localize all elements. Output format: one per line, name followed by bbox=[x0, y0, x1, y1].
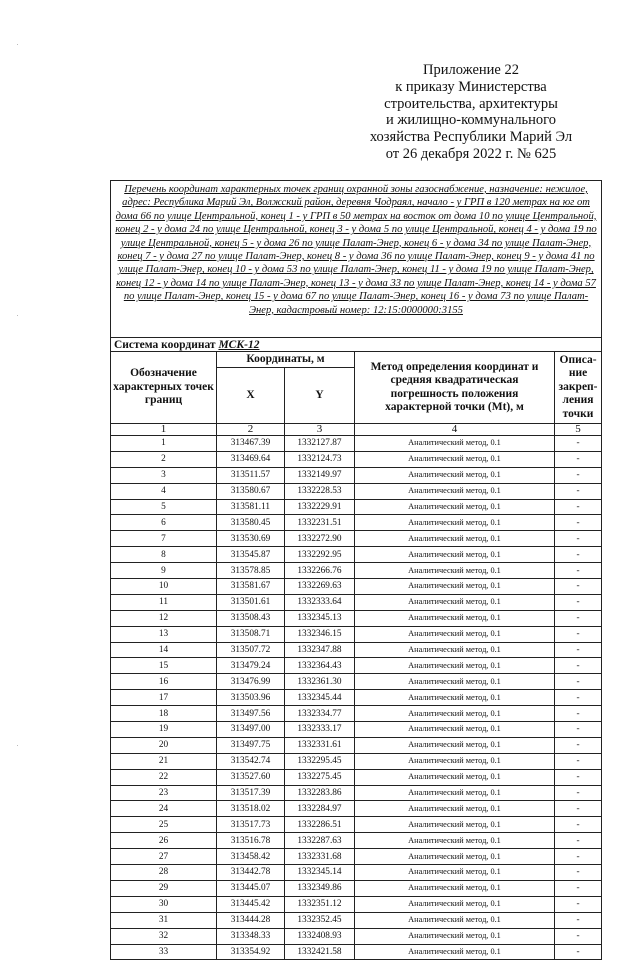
column-number: 1 bbox=[111, 424, 217, 436]
table-row bbox=[111, 849, 602, 865]
table-row bbox=[111, 912, 602, 928]
marker-description: - bbox=[555, 610, 602, 626]
marker-description: - bbox=[555, 658, 602, 674]
point-number: 32 bbox=[111, 928, 217, 944]
marker-description: - bbox=[555, 817, 602, 833]
marker-description: - bbox=[555, 563, 602, 579]
marker-description: - bbox=[555, 626, 602, 642]
point-number: 4 bbox=[111, 483, 217, 499]
method: Аналитический метод, 0.1 bbox=[355, 801, 555, 817]
x-coordinate: 313503.96 bbox=[217, 690, 285, 706]
column-number: 3 bbox=[285, 424, 355, 436]
y-coordinate: 1332408.93 bbox=[285, 928, 355, 944]
table-row bbox=[111, 674, 602, 690]
marker-description: - bbox=[555, 928, 602, 944]
table-row bbox=[111, 944, 602, 960]
coordinate-system bbox=[111, 338, 602, 352]
y-coordinate: 1332284.97 bbox=[285, 801, 355, 817]
y-coordinate: 1332287.63 bbox=[285, 833, 355, 849]
point-number: 22 bbox=[111, 769, 217, 785]
x-coordinate: 313580.45 bbox=[217, 515, 285, 531]
method: Аналитический метод, 0.1 bbox=[355, 737, 555, 753]
method: Аналитический метод, 0.1 bbox=[355, 896, 555, 912]
point-number: 31 bbox=[111, 912, 217, 928]
table-row bbox=[111, 785, 602, 801]
marker-description: - bbox=[555, 579, 602, 595]
method: Аналитический метод, 0.1 bbox=[355, 849, 555, 865]
x-coordinate: 313508.43 bbox=[217, 610, 285, 626]
point-number: 25 bbox=[111, 817, 217, 833]
table-row bbox=[111, 722, 602, 738]
marker-description: - bbox=[555, 737, 602, 753]
table-row bbox=[111, 753, 602, 769]
point-number: 5 bbox=[111, 499, 217, 515]
x-coordinate: 313497.56 bbox=[217, 706, 285, 722]
point-number: 15 bbox=[111, 658, 217, 674]
table-row bbox=[111, 483, 602, 499]
marker-description: - bbox=[555, 594, 602, 610]
point-number: 23 bbox=[111, 785, 217, 801]
marker-description: - bbox=[555, 896, 602, 912]
order-header bbox=[344, 62, 598, 163]
x-coordinate: 313445.42 bbox=[217, 896, 285, 912]
x-coordinate: 313479.24 bbox=[217, 658, 285, 674]
x-coordinate: 313518.02 bbox=[217, 801, 285, 817]
marker-description: - bbox=[555, 436, 602, 452]
marker-description: - bbox=[555, 912, 602, 928]
method: Аналитический метод, 0.1 bbox=[355, 436, 555, 452]
method: Аналитический метод, 0.1 bbox=[355, 658, 555, 674]
y-coordinate: 1332228.53 bbox=[285, 483, 355, 499]
method: Аналитический метод, 0.1 bbox=[355, 610, 555, 626]
table-row bbox=[111, 626, 602, 642]
y-coordinate: 1332361.30 bbox=[285, 674, 355, 690]
method: Аналитический метод, 0.1 bbox=[355, 769, 555, 785]
y-coordinate: 1332351.12 bbox=[285, 896, 355, 912]
point-number: 14 bbox=[111, 642, 217, 658]
x-coordinate: 313442.78 bbox=[217, 865, 285, 881]
method: Аналитический метод, 0.1 bbox=[355, 912, 555, 928]
x-coordinate: 313458.42 bbox=[217, 849, 285, 865]
x-coordinate: 313581.67 bbox=[217, 579, 285, 595]
y-coordinate: 1332231.51 bbox=[285, 515, 355, 531]
x-coordinate: 313527.60 bbox=[217, 769, 285, 785]
table-row bbox=[111, 865, 602, 881]
y-coordinate: 1332333.17 bbox=[285, 722, 355, 738]
method: Аналитический метод, 0.1 bbox=[355, 499, 555, 515]
marker-description: - bbox=[555, 499, 602, 515]
marker-description: - bbox=[555, 451, 602, 467]
y-coordinate: 1332286.51 bbox=[285, 817, 355, 833]
header-line: строительства, архитектуры bbox=[384, 95, 558, 112]
x-coordinate: 313580.67 bbox=[217, 483, 285, 499]
method: Аналитический метод, 0.1 bbox=[355, 880, 555, 896]
table-row bbox=[111, 801, 602, 817]
y-coordinate: 1332269.63 bbox=[285, 579, 355, 595]
method: Аналитический метод, 0.1 bbox=[355, 928, 555, 944]
method: Аналитический метод, 0.1 bbox=[355, 483, 555, 499]
y-coordinate: 1332352.45 bbox=[285, 912, 355, 928]
header-y: Y bbox=[285, 368, 355, 424]
x-coordinate: 313497.75 bbox=[217, 737, 285, 753]
y-coordinate: 1332229.91 bbox=[285, 499, 355, 515]
x-coordinate: 313517.39 bbox=[217, 785, 285, 801]
point-number: 10 bbox=[111, 579, 217, 595]
method: Аналитический метод, 0.1 bbox=[355, 467, 555, 483]
y-coordinate: 1332333.64 bbox=[285, 594, 355, 610]
method: Аналитический метод, 0.1 bbox=[355, 833, 555, 849]
column-number: 2 bbox=[217, 424, 285, 436]
x-coordinate: 313469.64 bbox=[217, 451, 285, 467]
point-number: 27 bbox=[111, 849, 217, 865]
table-row bbox=[111, 579, 602, 595]
point-number: 18 bbox=[111, 706, 217, 722]
table-row bbox=[111, 531, 602, 547]
header-method: Метод определения координат и средняя квадратическая погрешность положения характерной точки (Mt), м bbox=[355, 352, 555, 424]
x-coordinate: 313444.28 bbox=[217, 912, 285, 928]
marker-description: - bbox=[555, 722, 602, 738]
point-number: 3 bbox=[111, 467, 217, 483]
method: Аналитический метод, 0.1 bbox=[355, 753, 555, 769]
header-x: X bbox=[217, 368, 285, 424]
scan-mark bbox=[17, 745, 18, 746]
point-number: 28 bbox=[111, 865, 217, 881]
marker-description: - bbox=[555, 880, 602, 896]
x-coordinate: 313501.61 bbox=[217, 594, 285, 610]
marker-description: - bbox=[555, 785, 602, 801]
table-row bbox=[111, 690, 602, 706]
x-coordinate: 313445.07 bbox=[217, 880, 285, 896]
point-number: 19 bbox=[111, 722, 217, 738]
method: Аналитический метод, 0.1 bbox=[355, 547, 555, 563]
marker-description: - bbox=[555, 833, 602, 849]
x-coordinate: 313517.73 bbox=[217, 817, 285, 833]
x-coordinate: 313542.74 bbox=[217, 753, 285, 769]
y-coordinate: 1332275.45 bbox=[285, 769, 355, 785]
x-coordinate: 313581.11 bbox=[217, 499, 285, 515]
header-line: и жилищно-коммунального bbox=[385, 112, 557, 129]
column-number: 5 bbox=[555, 424, 602, 436]
table-row bbox=[111, 880, 602, 896]
x-coordinate: 313578.85 bbox=[217, 563, 285, 579]
marker-description: - bbox=[555, 865, 602, 881]
header-marker: Описа-ние закреп-ления точки bbox=[555, 352, 602, 424]
point-number: 9 bbox=[111, 563, 217, 579]
y-coordinate: 1332292.95 bbox=[285, 547, 355, 563]
header-line: к приказу Министерства bbox=[395, 78, 547, 95]
point-number: 24 bbox=[111, 801, 217, 817]
header-line: Приложение 22 bbox=[423, 62, 519, 78]
method: Аналитический метод, 0.1 bbox=[355, 817, 555, 833]
y-coordinate: 1332127.87 bbox=[285, 436, 355, 452]
table-row bbox=[111, 706, 602, 722]
point-number: 17 bbox=[111, 690, 217, 706]
method: Аналитический метод, 0.1 bbox=[355, 626, 555, 642]
scan-mark bbox=[17, 315, 18, 316]
y-coordinate: 1332346.15 bbox=[285, 626, 355, 642]
method: Аналитический метод, 0.1 bbox=[355, 865, 555, 881]
marker-description: - bbox=[555, 769, 602, 785]
method: Аналитический метод, 0.1 bbox=[355, 785, 555, 801]
table-row bbox=[111, 658, 602, 674]
y-coordinate: 1332345.44 bbox=[285, 690, 355, 706]
y-coordinate: 1332331.68 bbox=[285, 849, 355, 865]
scan-mark bbox=[17, 44, 18, 45]
method: Аналитический метод, 0.1 bbox=[355, 944, 555, 960]
marker-description: - bbox=[555, 467, 602, 483]
x-coordinate: 313348.33 bbox=[217, 928, 285, 944]
x-coordinate: 313508.71 bbox=[217, 626, 285, 642]
method: Аналитический метод, 0.1 bbox=[355, 451, 555, 467]
marker-description: - bbox=[555, 531, 602, 547]
table-row bbox=[111, 467, 602, 483]
coordinate-system-value: МСК-12 bbox=[218, 338, 260, 351]
table-row bbox=[111, 610, 602, 626]
table-row bbox=[111, 436, 602, 452]
table-description: Перечень координат характерных точек границ охранной зоны газоснабжение, назначение: нежилое, адрес: Республика Марий Эл, Волжский район, деревня Чодраял, начало - у ГРП в 120 метрах на юг от дома 66 по улице Центральной, конец 1 - у ГРП в 50 метрах на восток от дома 10 по улице Центральной, конец 2 - у дома 24 по улице Центральной, конец 3 - у дома 5 по улице Центральной, конец 4 - у дома 19 по улице Центральной, конец 5 - у дома 26 по улице Палат-Энер, конец 6 - у дома 34 по улице Палат-Энер, конец 7 - у дома 27 по улице Палат-Энер, конец 8 - у дома 36 по улице Палат-Энер, конец 9 - у дома 41 по улице Палат-Энер, конец 10 - у дома 53 по улице Палат-Энер, конец 11 - у дома 19 по улице Палат-Энер, конец 12 - у дома 14 по улице Палат-Энер, конец 13 - у дома 33 по улице Палат-Энер, конец 14 - у дома 57 по улице Палат-Энер, конец 15 - у дома 67 по улице Палат-Энер, конец 16 - у дома 73 по улице Палат-Энер, кадастровый номер: 12:15:0000000:3155 bbox=[111, 181, 602, 338]
method: Аналитический метод, 0.1 bbox=[355, 674, 555, 690]
marker-description: - bbox=[555, 515, 602, 531]
marker-description: - bbox=[555, 674, 602, 690]
method: Аналитический метод, 0.1 bbox=[355, 706, 555, 722]
coordinate-system-label: Система координат bbox=[114, 338, 219, 351]
marker-description: - bbox=[555, 801, 602, 817]
point-number: 20 bbox=[111, 737, 217, 753]
y-coordinate: 1332124.73 bbox=[285, 451, 355, 467]
y-coordinate: 1332345.14 bbox=[285, 865, 355, 881]
column-numbers-row bbox=[111, 424, 602, 436]
marker-description: - bbox=[555, 753, 602, 769]
method: Аналитический метод, 0.1 bbox=[355, 531, 555, 547]
x-coordinate: 313516.78 bbox=[217, 833, 285, 849]
coordinates-table bbox=[110, 180, 602, 960]
header-line: от 26 декабря 2022 г. № 625 bbox=[385, 145, 557, 162]
method: Аналитический метод, 0.1 bbox=[355, 515, 555, 531]
table-row bbox=[111, 499, 602, 515]
header-point: Обозначение характерных точек границ bbox=[111, 352, 217, 424]
table-row bbox=[111, 451, 602, 467]
table-row bbox=[111, 817, 602, 833]
method: Аналитический метод, 0.1 bbox=[355, 579, 555, 595]
marker-description: - bbox=[555, 706, 602, 722]
x-coordinate: 313530.69 bbox=[217, 531, 285, 547]
y-coordinate: 1332272.90 bbox=[285, 531, 355, 547]
y-coordinate: 1332347.88 bbox=[285, 642, 355, 658]
header-line: хозяйства Республики Марий Эл bbox=[369, 129, 573, 146]
table-row bbox=[111, 642, 602, 658]
y-coordinate: 1332331.61 bbox=[285, 737, 355, 753]
point-number: 6 bbox=[111, 515, 217, 531]
header-coordinates: Координаты, м bbox=[217, 352, 355, 368]
point-number: 29 bbox=[111, 880, 217, 896]
method: Аналитический метод, 0.1 bbox=[355, 642, 555, 658]
point-number: 12 bbox=[111, 610, 217, 626]
point-number: 8 bbox=[111, 547, 217, 563]
y-coordinate: 1332295.45 bbox=[285, 753, 355, 769]
table-row bbox=[111, 769, 602, 785]
point-number: 16 bbox=[111, 674, 217, 690]
y-coordinate: 1332349.86 bbox=[285, 880, 355, 896]
method: Аналитический метод, 0.1 bbox=[355, 722, 555, 738]
marker-description: - bbox=[555, 944, 602, 960]
table-row bbox=[111, 594, 602, 610]
point-number: 11 bbox=[111, 594, 217, 610]
point-number: 33 bbox=[111, 944, 217, 960]
y-coordinate: 1332334.77 bbox=[285, 706, 355, 722]
column-number: 4 bbox=[355, 424, 555, 436]
x-coordinate: 313476.99 bbox=[217, 674, 285, 690]
marker-description: - bbox=[555, 642, 602, 658]
x-coordinate: 313545.87 bbox=[217, 547, 285, 563]
table-row bbox=[111, 547, 602, 563]
marker-description: - bbox=[555, 483, 602, 499]
method: Аналитический метод, 0.1 bbox=[355, 594, 555, 610]
point-number: 2 bbox=[111, 451, 217, 467]
x-coordinate: 313507.72 bbox=[217, 642, 285, 658]
y-coordinate: 1332345.13 bbox=[285, 610, 355, 626]
table-row bbox=[111, 737, 602, 753]
x-coordinate: 313467.39 bbox=[217, 436, 285, 452]
method: Аналитический метод, 0.1 bbox=[355, 690, 555, 706]
y-coordinate: 1332364.43 bbox=[285, 658, 355, 674]
y-coordinate: 1332421.58 bbox=[285, 944, 355, 960]
marker-description: - bbox=[555, 849, 602, 865]
x-coordinate: 313511.57 bbox=[217, 467, 285, 483]
y-coordinate: 1332149.97 bbox=[285, 467, 355, 483]
method: Аналитический метод, 0.1 bbox=[355, 563, 555, 579]
y-coordinate: 1332283.86 bbox=[285, 785, 355, 801]
y-coordinate: 1332266.76 bbox=[285, 563, 355, 579]
x-coordinate: 313497.00 bbox=[217, 722, 285, 738]
point-number: 26 bbox=[111, 833, 217, 849]
table-row bbox=[111, 515, 602, 531]
table-row bbox=[111, 833, 602, 849]
table-row bbox=[111, 896, 602, 912]
table-row bbox=[111, 563, 602, 579]
marker-description: - bbox=[555, 547, 602, 563]
point-number: 13 bbox=[111, 626, 217, 642]
point-number: 1 bbox=[111, 436, 217, 452]
marker-description: - bbox=[555, 690, 602, 706]
point-number: 7 bbox=[111, 531, 217, 547]
point-number: 21 bbox=[111, 753, 217, 769]
table-row bbox=[111, 928, 602, 944]
x-coordinate: 313354.92 bbox=[217, 944, 285, 960]
point-number: 30 bbox=[111, 896, 217, 912]
